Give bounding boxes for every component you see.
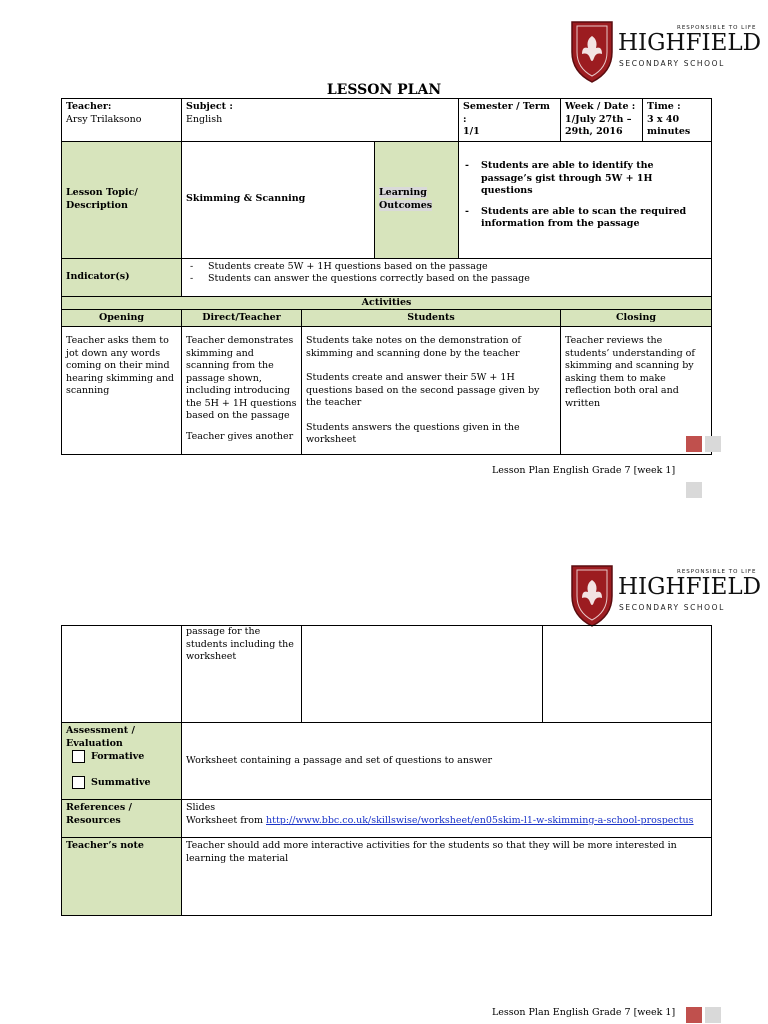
footer-decoration [686,436,702,452]
topic-value: Skimming & Scanning [182,141,375,258]
page-footer: Lesson Plan English Grade 7 [week 1] [492,1007,676,1018]
formative-option [66,750,177,764]
subject-value: English [186,113,223,125]
lesson-plan-table-continued [61,625,712,916]
lesson-plan-table [61,98,712,455]
time-label: Time : [647,101,681,112]
direct-cell [182,327,302,455]
logo-tagline: RESPONSIBLE TO LIFE [677,569,757,575]
reference-prefix: Worksheet from [186,814,267,826]
opening-cell: Teacher asks them to jot down any words coming on their mind hearing skimming and scanning [62,327,182,455]
teachers-note-value: Teacher should add more interactive activities for the students so that they will be more interested in learning the material [182,838,712,916]
students-cell-continued [302,626,543,723]
reference-slides: Slides [186,802,216,813]
subject-cell [182,99,459,142]
footer-decoration [705,1007,721,1023]
logo-subtitle: SECONDARY SCHOOL [619,603,725,612]
col-header-students: Students [302,309,561,327]
col-header-opening: Opening [62,309,182,327]
outcome-item: - Students are able to identify the passage’s gist through 5W + 1H questions [481,160,707,198]
topic-label: Lesson Topic/ Description [62,141,182,258]
indicator-label: Indicator(s) [62,258,182,296]
teacher-label: Teacher: [66,101,112,112]
school-logo [568,18,762,88]
school-crest-icon [568,18,616,84]
week-label: Week / Date : [565,101,636,112]
worksheet-link[interactable]: http://www.bbc.co.uk/skillswise/worksheet/en05skim-l1-w-skimming-a-school-prospectus [266,814,694,826]
activities-header: Activities [62,296,712,309]
school-crest-icon [568,562,616,628]
students-cell [302,327,561,455]
outcomes-label-cell [375,141,459,258]
logo-subtitle: SECONDARY SCHOOL [619,59,725,68]
logo-name: HIGHFIELD [618,30,762,56]
closing-cell-continued [543,626,712,723]
footer-decoration [686,1007,702,1023]
teacher-cell [62,99,182,142]
semester-label: Semester / Term : [463,101,550,125]
outcome-item: - Students are able to scan the required information from the passage [481,206,707,231]
summative-checkbox[interactable] [72,776,85,789]
teachers-note-label: Teacher’s note [62,838,182,916]
footer-decoration [705,436,721,452]
page-title: LESSON PLAN [326,82,442,98]
col-header-closing: Closing [561,309,712,327]
students-text: Students take notes on the demonstration of skimming and scanning done by the teacher [306,335,521,359]
school-logo [568,562,762,632]
indicator-cell [182,258,712,296]
formative-checkbox[interactable] [72,750,85,763]
semester-value: 1/1 [463,126,480,137]
semester-cell [459,99,561,142]
footer-decoration [686,482,702,498]
week-value: 1/July 27th – 29th, 2016 [565,113,632,137]
time-value: 3 x 40 minutes [647,113,691,137]
assessment-label-cell [62,723,182,800]
time-cell [643,99,712,142]
direct-text: Teacher gives another [186,430,294,442]
subject-label: Subject : [186,101,233,112]
indicator-item: - Students create 5W + 1H questions based on the passage [208,261,707,274]
direct-cell-continued: passage for the students including the worksheet [182,626,302,723]
assessment-value: Worksheet containing a passage and set of questions to answer [182,723,712,800]
direct-text: Teacher demonstrates skimming and scanning from the passage shown, including introducing the 5H + 1H questions based on the passage [186,335,297,421]
references-cell [182,800,712,838]
logo-tagline: RESPONSIBLE TO LIFE [677,25,757,31]
logo-name: HIGHFIELD [618,574,762,600]
formative-label: Formative [91,751,145,762]
students-text: Students answers the questions given in the worksheet [306,421,520,445]
closing-cell: Teacher reviews the students’ understanding of skimming and scanning by asking them to make reflection both oral and written [561,327,712,455]
opening-cell-continued [62,626,182,723]
week-cell [561,99,643,142]
students-text: Students create and answer their 5W + 1H questions based on the second passage given by the teacher [306,372,540,408]
summative-option [66,776,177,790]
summative-label: Summative [91,776,151,788]
page-footer: Lesson Plan English Grade 7 [week 1] [492,465,676,476]
references-label: References / Resources [62,800,182,838]
col-header-direct: Direct/Teacher [182,309,302,327]
teacher-value: Arsy Trilaksono [66,113,142,125]
indicator-item: - Students can answer the questions correctly based on the passage [208,273,707,286]
assessment-label: Assessment / Evaluation [66,725,135,749]
outcomes-label: Learning Outcomes [379,187,433,211]
outcomes-cell [459,141,712,258]
